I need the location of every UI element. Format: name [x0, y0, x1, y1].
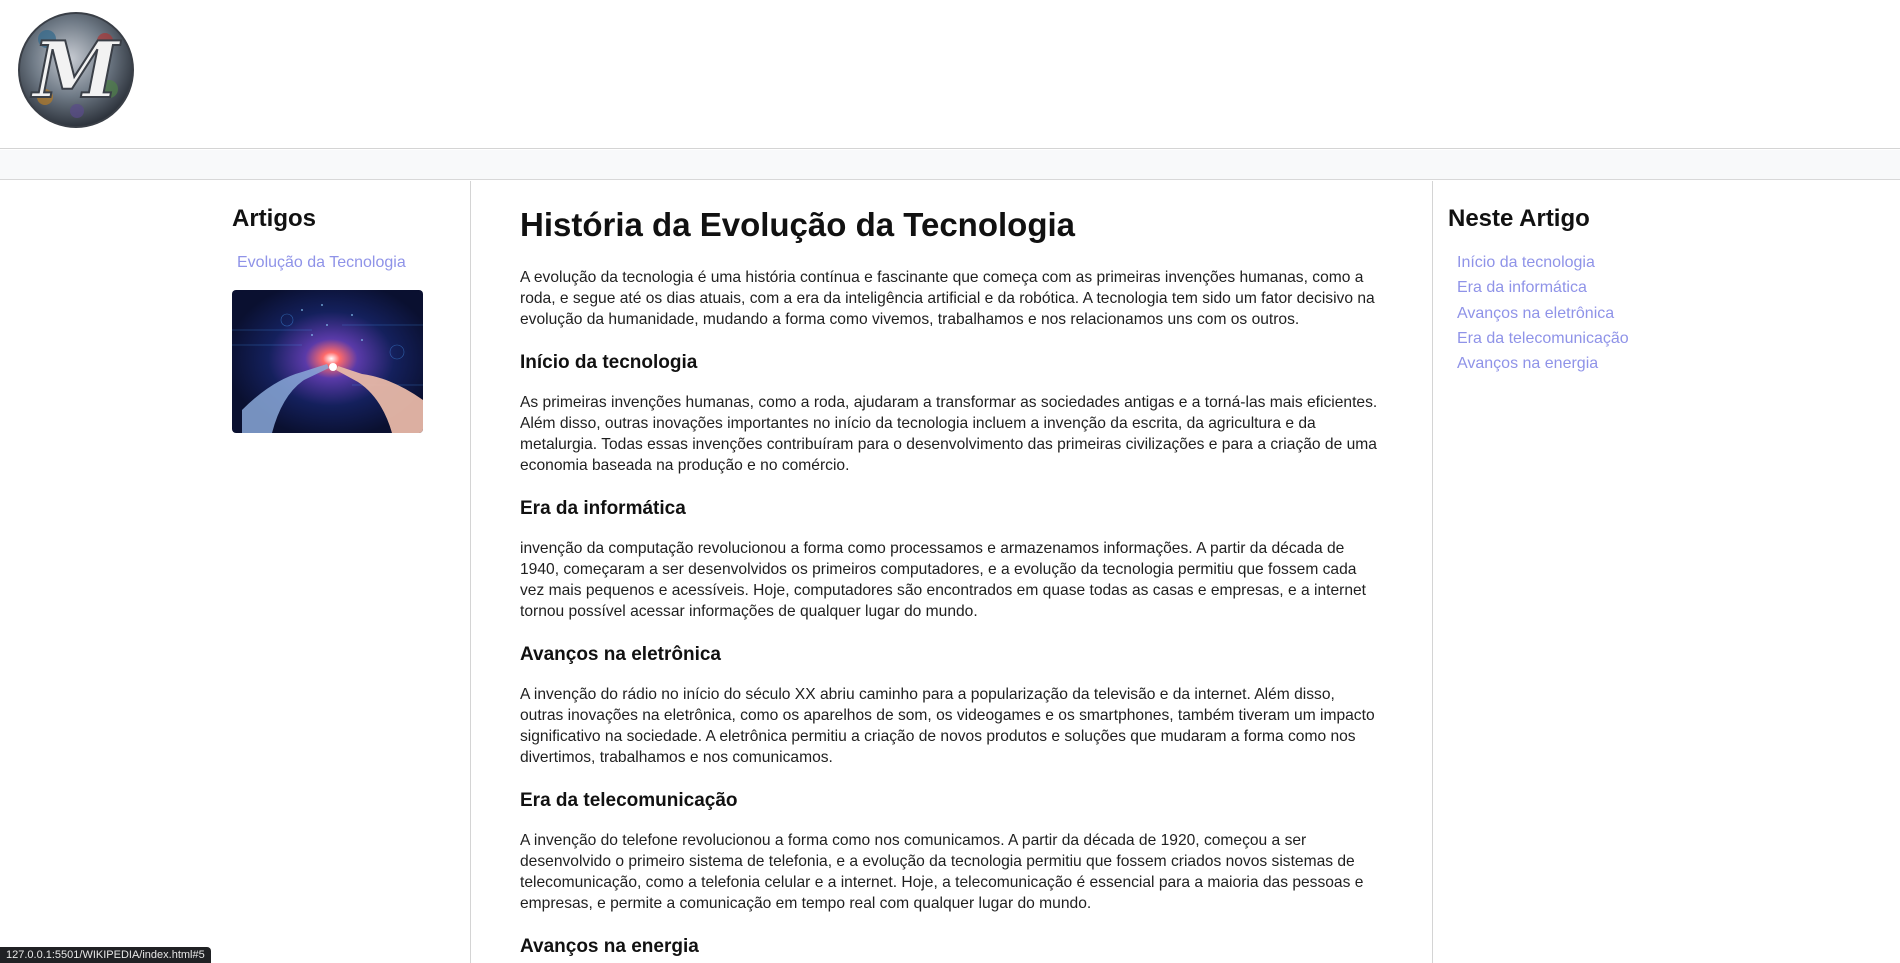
toc-title: Neste Artigo: [1448, 205, 1590, 232]
sidebar-title: Artigos: [232, 205, 316, 232]
toc-link-informatica[interactable]: Era da informática: [1457, 279, 1587, 297]
sidebar-link-evolucao[interactable]: Evolução da Tecnologia: [237, 254, 406, 271]
section-heading-inicio: Início da tecnologia: [520, 352, 698, 373]
link-preview-status: 127.0.0.1:5501/WIKIPEDIA/index.html#5: [0, 947, 211, 963]
svg-text:M: M: [32, 25, 120, 116]
toc-sidebar: [1432, 181, 1900, 963]
article-thumbnail[interactable]: [232, 290, 423, 433]
articles-sidebar: [0, 181, 471, 963]
toc-item: [1457, 279, 1629, 304]
section-text-telecomunicacao: A invenção do telefone revolucionou a forma como nos comunicamos. A partir da década de 1920, começou a ser desenvolvido o primeiro sistema de telefonia, e a evolução da tecnologia permitiu que fossem criados novos sistemas de telecomunicação, como a telefonia celular e a internet. Hoje, a telecomunicação é essencial para a maioria das pessoas e empresas, e permite a comunicação em tempo real com qualquer lugar do mundo.: [520, 832, 1364, 912]
page-title: História da Evolução da Tecnologia: [520, 206, 1076, 243]
toc-link-eletronica[interactable]: Avanços na eletrônica: [1457, 304, 1615, 322]
section-text-eletronica: A invenção do rádio no início do século XX abriu caminho para a popularização da televisão e da internet. Além disso, outras inovações na eletrônica, como os aparelhos de som, os videogames e os smartphones, também tiveram um impacto significativo na sociedade. A eletrônica permitiu a criação de novos produtos e soluções que mudaram a forma como nos divertimos, trabalhamos e nos comunicamos.: [520, 686, 1375, 766]
toc-item: [1457, 355, 1629, 380]
toc-list: [1457, 254, 1629, 380]
ai-hand-touch-icon: [232, 290, 423, 433]
toc-link-inicio[interactable]: Início da tecnologia: [1457, 254, 1595, 271]
section-heading-energia: Avanços na energia: [520, 936, 699, 957]
toc-item: [1457, 330, 1629, 355]
section-heading-informatica: Era da informática: [520, 498, 686, 519]
monogram-logo-icon: [17, 11, 135, 129]
intro-paragraph: A evolução da tecnologia é uma história contínua e fascinante que começa com as primeiras invenções humanas, como a roda, e segue até os dias atuais, com a era da inteligência artificial e da robótica. A tecnologia tem sido um fator decisivo na evolução da humanidade, mudando a forma como vivemos, trabalhamos e nos relacionamos uns com os outros.: [520, 269, 1375, 328]
section-heading-telecomunicacao: Era da telecomunicação: [520, 790, 738, 811]
toc-link-energia[interactable]: Avanços na energia: [1457, 355, 1599, 373]
section-text-informatica: invenção da computação revolucionou a forma como processamos e armazenamos informações. A partir da década de 1940, começaram a ser desenvolvidos os primeiros computadores, e a evolução da tecnologia permitiu que fossem cada vez mais pequenos e acessíveis. Hoje, computadores são encontrados em quase todas as casas e empresas, e a internet tornou possível acessar informações de qualquer lugar do mundo.: [520, 540, 1366, 620]
navigation-subbar: [0, 150, 1900, 180]
toc-item: [1457, 305, 1629, 330]
section-heading-eletronica: Avanços na eletrônica: [520, 644, 721, 665]
section-text-inicio: As primeiras invenções humanas, como a roda, ajudaram a transformar as sociedades antigas e a torná-las mais eficientes. Além disso, outras inovações importantes no início da tecnologia incluem a invenção da escrita, da agricultura e da metalurgia. Todas essas invenções contribuíram para o desenvolvimento das primeiras civilizações e para a criação de uma economia baseada na produção e no comércio.: [520, 394, 1378, 474]
toc-link-telecomunicacao[interactable]: Era da telecomunicação: [1457, 329, 1629, 347]
site-logo[interactable]: [17, 11, 135, 129]
site-header: [0, 0, 1900, 149]
article-content: [520, 181, 1382, 963]
toc-item: [1457, 254, 1629, 279]
